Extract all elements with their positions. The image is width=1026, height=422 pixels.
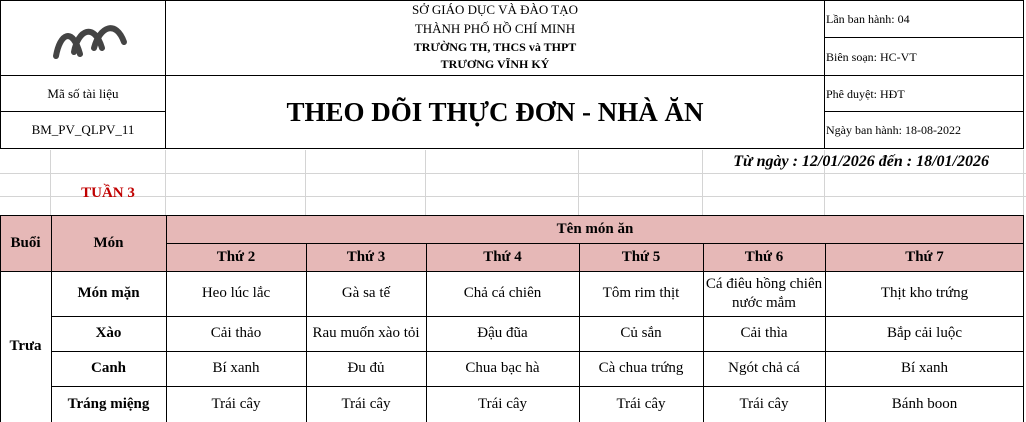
dish-type-cell: Tráng miệng	[67, 395, 150, 412]
logo-arcs-icon	[50, 14, 130, 62]
day-header: Thứ 5	[621, 248, 661, 265]
meta-author: Biên soạn: HC-VT	[826, 49, 917, 64]
header-block	[0, 0, 1026, 150]
menu-item-cell: Ngót chả cá	[728, 360, 800, 376]
dish-type-cell: Canh	[90, 360, 127, 376]
menu-item-cell: Củ sắn	[620, 325, 662, 341]
menu-item-cell: Heo lúc lắc	[201, 285, 271, 301]
menu-item-cell: Trái cây	[616, 395, 666, 412]
dish-type-cell: Món mặn	[77, 285, 140, 301]
org-line-4: TRƯƠNG VĨNH KÝ	[440, 56, 550, 71]
menu-item-cell: Gà sa tế	[341, 285, 391, 301]
menu-item-cell: Cà chua trứng	[598, 360, 684, 376]
menu-item-cell: Bắp cải luộc	[887, 325, 962, 341]
menu-item-cell: Tôm rim thịt	[602, 285, 680, 301]
meta-issue: Lần ban hành: 04	[826, 11, 910, 26]
menu-item-cell: Bánh boon	[891, 395, 958, 412]
menu-item-cell: Đu đủ	[347, 360, 385, 376]
org-line-1: SỞ GIÁO DỤC VÀ ĐÀO TẠO	[412, 2, 578, 17]
meta-approver: Phê duyệt: HĐT	[826, 86, 905, 101]
menu-item-cell: Chả cá chiên	[463, 285, 542, 301]
school-logo	[50, 14, 130, 62]
day-header: Thứ 3	[346, 248, 386, 265]
menu-item-cell: Cải thảo	[210, 325, 262, 341]
doc-code: BM_PV_QLPV_11	[31, 122, 135, 137]
day-header: Thứ 6	[744, 248, 784, 265]
menu-item-cell: Thịt kho trứng	[880, 285, 969, 301]
menu-item-cell: Bí xanh	[900, 360, 949, 376]
day-header: Thứ 4	[483, 248, 522, 265]
day-header: Thứ 2	[216, 248, 256, 265]
week-label: TUẦN 3	[81, 184, 135, 201]
menu-item-cell: Rau muốn xào tỏi	[312, 325, 420, 341]
day-header: Thứ 7	[905, 248, 944, 265]
col-session-header: Buổi	[10, 234, 41, 251]
org-line-2: THÀNH PHỐ HỒ CHÍ MINH	[414, 21, 576, 36]
menu-item-cell: Đậu đũa	[477, 325, 528, 341]
menu-item-cell: Bí xanh	[212, 360, 260, 376]
menu-item-cell: Cải thìa	[740, 325, 788, 341]
menu-item-cell: Chua bạc hà	[465, 360, 540, 376]
meta-date: Ngày ban hành: 18-08-2022	[826, 122, 961, 137]
doc-code-label: Mã số tài liệu	[47, 86, 119, 101]
menu-item-cell: Trái cây	[739, 395, 789, 412]
menu-item-cell: Trái cây	[477, 395, 528, 412]
session-cell: Trưa	[9, 338, 42, 354]
dish-type-cell: Xào	[95, 325, 122, 341]
menu-item-cell: Trái cây	[341, 395, 391, 412]
dish-names-header: Tên món ăn	[556, 220, 634, 237]
menu-item-cell: Trái cây	[211, 395, 261, 412]
page-title: THEO DÕI THỰC ĐƠN - NHÀ ĂN	[286, 96, 704, 127]
org-line-3: TRƯỜNG TH, THCS và THPT	[413, 39, 577, 54]
col-dish-header: Món	[93, 234, 124, 251]
date-range: Từ ngày : 12/01/2026 đến : 18/01/2026	[733, 153, 989, 170]
menu-item-cell: Cá điêu hồng chiên nước mắm	[705, 275, 823, 311]
